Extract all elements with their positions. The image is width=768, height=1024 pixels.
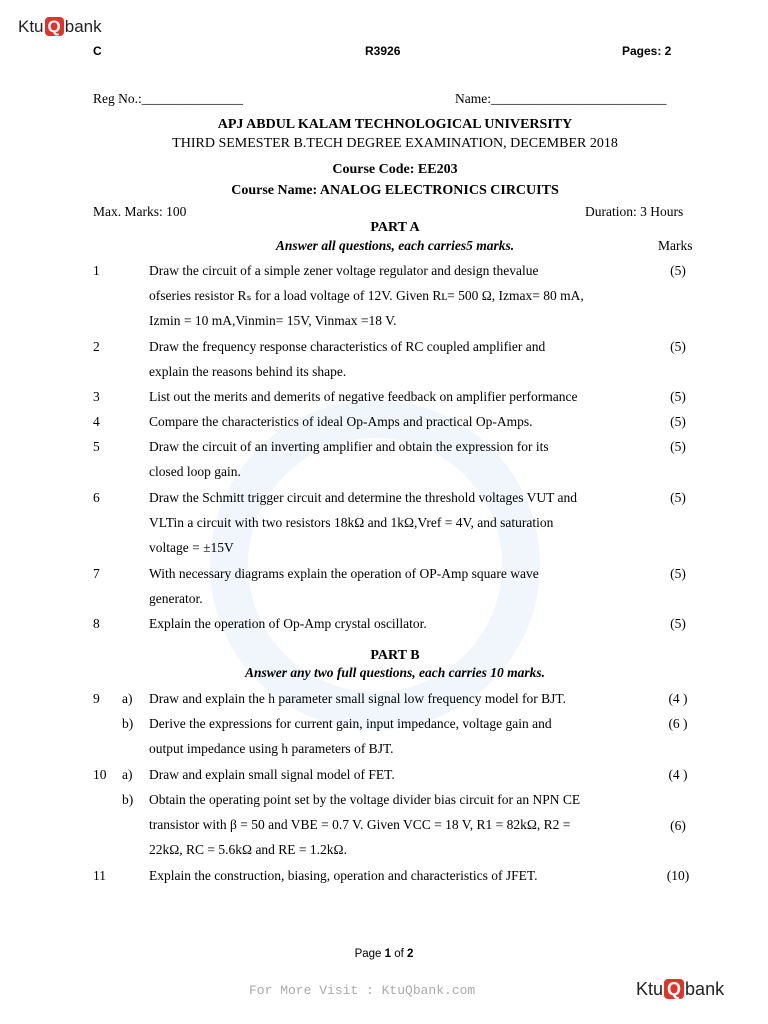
question-mark: (5) (670, 490, 686, 505)
subquestion-label: a) (122, 691, 133, 706)
question-text (149, 863, 646, 888)
question-mark: (5) (670, 389, 686, 404)
visit-link[interactable]: For More Visit : KtuQbank.com (249, 983, 476, 998)
question-mark: (5) (670, 414, 686, 429)
question-line: VLTin a circuit with two resistors 18kΩ and 1kΩ,Vref = 4V, and saturation (149, 515, 554, 530)
question-line: With necessary diagrams explain the operation of OP-Amp square wave (149, 566, 539, 581)
question-number: 7 (93, 566, 100, 581)
question-line: Compare the characteristics of ideal Op-Amps and practical Op-Amps. (149, 414, 533, 429)
marks-header: Marks (658, 238, 693, 253)
question-text (149, 711, 646, 761)
logo-text-post: bank (685, 979, 725, 999)
page-count: Pages: 2 (622, 44, 672, 58)
question-number: 4 (93, 414, 100, 429)
question-line: Izmin = 10 mA,Vinmin= 15V, Vinmax =18 V. (149, 313, 397, 328)
part-a-title: PART A (370, 220, 420, 235)
question-line: Draw and explain small signal model of FET. (149, 767, 395, 782)
question-line: 22kΩ, RC = 5.6kΩ and RE = 1.2kΩ. (149, 842, 347, 857)
question-mark: (10) (666, 868, 690, 883)
question-number: 9 (93, 691, 100, 706)
question-number: 2 (93, 339, 100, 354)
logo-text-post: bank (64, 17, 102, 36)
logo-text-pre: Ktu (18, 17, 44, 36)
question-line: ofseries resistor Rₛ for a load voltage of 12V. Given Rʟ= 500 Ω, Izmax= 80 mA, (149, 288, 584, 303)
question-text (149, 258, 646, 333)
question-mark: (4 ) (668, 691, 688, 706)
question-number: 3 (93, 389, 100, 404)
question-line: Draw the Schmitt trigger circuit and determine the threshold voltages VUT and (149, 490, 578, 505)
question-line: voltage = ±15V (149, 540, 234, 555)
question-line: Obtain the operating point set by the voltage divider bias circuit for an NPN CE (149, 792, 581, 807)
question-mark: (4 ) (668, 767, 688, 782)
question-line: Draw and explain the h parameter small signal low frequency model for BJT. (149, 691, 566, 706)
subquestion-label: b) (122, 792, 134, 807)
question-number: 5 (93, 439, 100, 454)
question-line: List out the merits and demerits of negative feedback on amplifier performance (149, 389, 578, 404)
question-number: 11 (93, 868, 106, 883)
question-line: explain the reasons behind its shape. (149, 364, 347, 379)
course-code: Course Code: EE203 (332, 162, 458, 177)
question-number: 6 (93, 490, 100, 505)
exam-title: THIRD SEMESTER B.TECH DEGREE EXAMINATION, DECEMBER 2018 (172, 136, 618, 151)
question-text (149, 485, 646, 560)
question-number: 8 (93, 616, 100, 631)
question-mark: (5) (670, 263, 686, 278)
part-b-title: PART B (370, 648, 420, 663)
question-text (149, 434, 646, 484)
question-text (149, 409, 646, 434)
paper-code: R3926 (365, 44, 401, 58)
part-b-instruction: Answer any two full questions, each carries 10 marks. (244, 665, 546, 680)
question-text (149, 686, 646, 711)
page-total: 2 (407, 948, 414, 960)
name-field: Name:__________________________ (455, 91, 667, 106)
question-line: closed loop gain. (149, 464, 241, 479)
question-text (149, 787, 646, 862)
question-mark: (6) (670, 818, 686, 833)
duration: Duration: 3 Hours (585, 204, 684, 219)
question-mark: (5) (670, 339, 686, 354)
question-mark: (5) (670, 566, 686, 581)
question-text (149, 762, 646, 787)
question-line: Derive the expressions for current gain, input impedance, voltage gain and (149, 716, 552, 731)
question-line: Explain the operation of Op-Amp crystal oscillator. (149, 616, 427, 631)
question-line: generator. (149, 591, 203, 606)
page-label: Page (354, 948, 385, 960)
logo-text-pre: Ktu (636, 979, 664, 999)
question-text (149, 611, 646, 636)
reg-no-field: Reg No.:_______________ (93, 91, 243, 106)
ktuqbank-logo-footer (636, 979, 724, 999)
question-line: Draw the circuit of a simple zener voltage regulator and design thevalue (149, 263, 539, 278)
university-title: APJ ABDUL KALAM TECHNOLOGICAL UNIVERSITY (217, 117, 573, 132)
question-line: output impedance using h parameters of BJT. (149, 741, 394, 756)
question-line: transistor with β = 50 and VBE = 0.7 V. Given VCC = 18 V, R1 = 82kΩ, R2 = (149, 817, 571, 832)
question-mark: (6 ) (668, 716, 688, 731)
question-text (149, 561, 646, 611)
subquestion-label: a) (122, 767, 133, 782)
question-line: Draw the circuit of an inverting amplifier and obtain the expression for its (149, 439, 549, 454)
question-text (149, 334, 646, 384)
course-name: Course Name: ANALOG ELECTRONICS CIRCUITS (231, 183, 559, 198)
page-of: of (391, 948, 408, 960)
paper-series: C (93, 44, 102, 58)
subquestion-label: b) (122, 716, 134, 731)
page-number: 1 (384, 948, 392, 960)
question-text (149, 384, 646, 409)
part-a-instruction: Answer all questions, each carries5 marks. (275, 238, 515, 253)
logo-q-badge: Q (664, 979, 684, 999)
question-number: 10 (93, 767, 107, 782)
question-mark: (5) (670, 439, 686, 454)
question-number: 1 (93, 263, 100, 278)
page-indicator (0, 948, 768, 960)
max-marks: Max. Marks: 100 (93, 204, 187, 219)
question-line: Explain the construction, biasing, operation and characteristics of JFET. (149, 868, 538, 883)
logo-q-badge: Q (45, 17, 64, 36)
question-mark: (5) (670, 616, 686, 631)
ktuqbank-logo (18, 17, 102, 36)
question-line: Draw the frequency response characteristics of RC coupled amplifier and (149, 339, 546, 354)
